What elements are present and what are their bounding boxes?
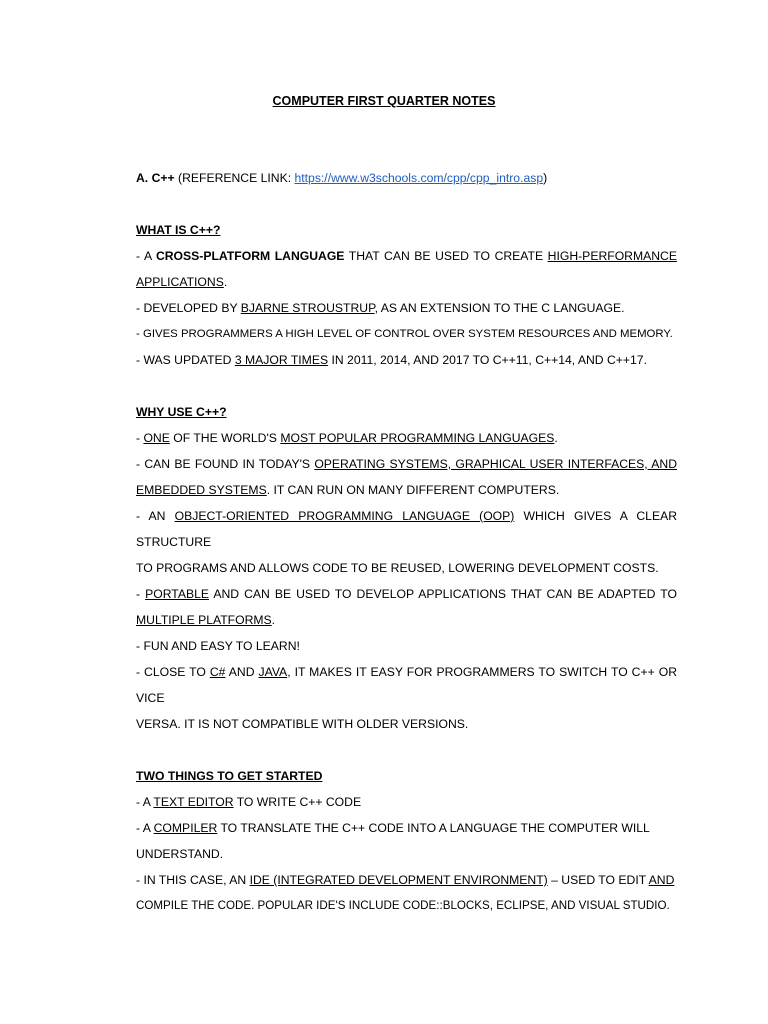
- text-run: - A: [136, 795, 154, 809]
- heading-two-things: TWO THINGS TO GET STARTED: [136, 769, 323, 783]
- document-body: [136, 165, 677, 919]
- text-run: .: [554, 431, 558, 445]
- why-use-line-10: VERSA. IT IS NOT COMPATIBLE WITH OLDER VERSIONS.: [136, 717, 469, 731]
- why-use-line-6: [136, 581, 677, 607]
- why-use-line-7: [136, 607, 677, 633]
- text-run: - A: [136, 821, 154, 835]
- text-run-underlined: MULTIPLE PLATFORMS: [136, 613, 272, 627]
- reference-suffix: ): [543, 171, 548, 185]
- text-run-underlined: 3 MAJOR TIMES: [234, 353, 329, 367]
- two-things-line-5: COMPILE THE CODE. POPULAR IDE'S INCLUDE CODE::BLOCKS, ECLIPSE, AND VISUAL STUDIO.: [136, 899, 670, 912]
- text-run: , AS AN EXTENSION TO THE C LANGUAGE.: [374, 301, 625, 315]
- heading-what-is: WHAT IS C++?: [136, 223, 221, 237]
- spacer: [136, 373, 677, 399]
- spacer: [136, 737, 677, 763]
- text-run: . IT CAN RUN ON MANY DIFFERENT COMPUTERS.: [266, 483, 560, 497]
- text-run: TO WRITE C++ CODE: [233, 795, 362, 809]
- text-run: , IT MAKES IT EASY FOR PROGRAMMERS TO SWITCH TO C++ OR VICE: [136, 665, 677, 705]
- text-run-underlined: OBJECT-ORIENTED PROGRAMMING LANGUAGE (OOP): [174, 509, 515, 523]
- two-things-line-2: [136, 815, 677, 841]
- text-run: .: [271, 613, 276, 627]
- text-run: - CAN BE FOUND IN TODAY'S: [136, 457, 315, 471]
- text-run: .: [223, 275, 228, 289]
- text-run-underlined: TEXT EDITOR: [153, 795, 234, 809]
- text-run-underlined: APPLICATIONS: [136, 275, 224, 289]
- text-run-underlined: JAVA: [258, 665, 288, 679]
- text-run-underlined: AND: [648, 873, 675, 887]
- text-run: -: [136, 431, 144, 445]
- text-run-underlined: ONE: [143, 431, 170, 445]
- two-things-line-4: [136, 867, 677, 893]
- why-use-line-2: [136, 451, 677, 477]
- what-is-line-5: [136, 347, 677, 373]
- text-run: - DEVELOPED BY: [136, 301, 241, 315]
- reference-link[interactable]: https://www.w3schools.com/cpp/cpp_intro.asp: [294, 171, 544, 185]
- page-title: COMPUTER FIRST QUARTER NOTES: [272, 94, 496, 108]
- why-use-line-5: TO PROGRAMS AND ALLOWS CODE TO BE REUSED, LOWERING DEVELOPMENT COSTS.: [136, 561, 659, 575]
- what-is-line-1: [136, 243, 677, 269]
- why-use-line-4: [136, 503, 677, 555]
- section-a-line: [136, 165, 677, 191]
- reference-prefix: (REFERENCE LINK:: [174, 171, 295, 185]
- text-run-underlined: HIGH-PERFORMANCE: [547, 249, 677, 263]
- text-run: -: [136, 587, 146, 601]
- text-run: - CLOSE TO: [136, 665, 210, 679]
- text-run: - IN THIS CASE, AN: [136, 873, 250, 887]
- heading-why-use: WHY USE C++?: [136, 405, 227, 419]
- why-use-line-1: [136, 425, 677, 451]
- text-run: THAT CAN BE USED TO CREATE: [344, 249, 548, 263]
- text-run-underlined: COMPILER: [153, 821, 218, 835]
- text-run-underlined: C#: [209, 665, 226, 679]
- two-things-line-1: [136, 789, 677, 815]
- text-run-underlined: PORTABLE: [145, 587, 209, 601]
- text-run: - A: [136, 249, 156, 263]
- text-run: WHICH GIVES A CLEAR STRUCTURE: [136, 509, 677, 549]
- two-things-line-3: UNDERSTAND.: [136, 847, 224, 861]
- text-run: AND: [225, 665, 259, 679]
- text-run: OF THE WORLD'S: [169, 431, 281, 445]
- what-is-line-4: - GIVES PROGRAMMERS A HIGH LEVEL OF CONTROL OVER SYSTEM RESOURCES AND MEMORY.: [136, 328, 673, 340]
- spacer: [136, 191, 677, 217]
- what-is-line-3: [136, 295, 677, 321]
- text-run: – USED TO EDIT: [547, 873, 649, 887]
- text-run: AND CAN BE USED TO DEVELOP APPLICATIONS THAT CAN BE ADAPTED TO: [209, 587, 677, 601]
- why-use-line-3: [136, 477, 677, 503]
- text-run: IN 2011, 2014, AND 2017 TO C++11, C++14, AND C++17.: [328, 353, 647, 367]
- text-run: - AN: [136, 509, 175, 523]
- text-run: TO TRANSLATE THE C++ CODE INTO A LANGUAGE THE COMPUTER WILL: [217, 821, 650, 835]
- text-run-underlined: BJARNE STROUSTRUP: [240, 301, 375, 315]
- section-a-label: A. C++: [136, 171, 175, 185]
- text-run-bold: CROSS-PLATFORM LANGUAGE: [155, 249, 345, 263]
- why-use-line-8: - FUN AND EASY TO LEARN!: [136, 639, 300, 653]
- why-use-line-9: [136, 659, 677, 711]
- text-run: - WAS UPDATED: [136, 353, 235, 367]
- text-run-underlined: IDE (INTEGRATED DEVELOPMENT ENVIRONMENT): [249, 873, 548, 887]
- text-run-underlined: MOST POPULAR PROGRAMMING LANGUAGES: [280, 431, 555, 445]
- what-is-line-2: [136, 269, 677, 295]
- text-run-underlined: EMBEDDED SYSTEMS: [136, 483, 267, 497]
- text-run-underlined: OPERATING SYSTEMS, GRAPHICAL USER INTERFACES, AND: [314, 457, 677, 471]
